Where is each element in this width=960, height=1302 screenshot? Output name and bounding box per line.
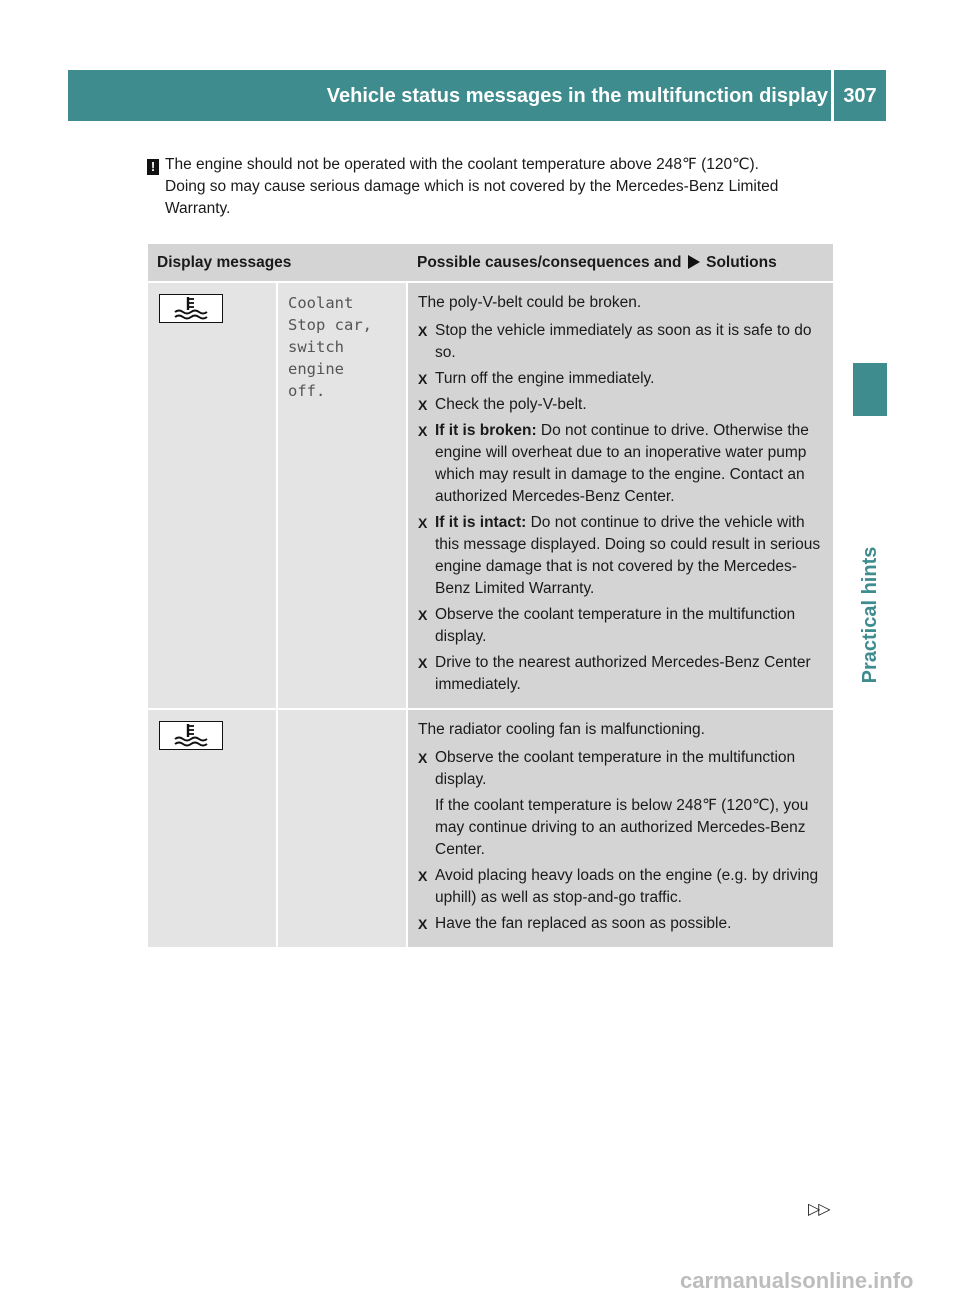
notice-line-1-text: The engine should not be operated with the coolant temperature above 248℉ (120℃).: [165, 156, 759, 173]
icon-cell: [148, 283, 278, 710]
notice-line: Doing so may cause serious damage which is not covered by the Mercedes-Benz Limited: [165, 178, 779, 195]
solution-step: [418, 652, 825, 696]
solution-note: If the coolant temperature is below 248℉ (120℃), you may continue driving to an authorized Mercedes-Benz Center.: [435, 797, 809, 858]
step-condition: If it is broken:: [435, 422, 537, 439]
step-condition: If it is intact:: [435, 514, 527, 531]
table-header-row: [148, 244, 833, 283]
display-messages-table: [148, 244, 833, 947]
warning-icon: !: [147, 159, 159, 175]
notice-line: Warranty.: [165, 200, 231, 217]
page-title: Vehicle status messages in the multifunction display: [326, 85, 828, 107]
step-text: Do not continue to drive. Otherwise the engine will overheat due to an inoperative water pump which may result in damage to the engine. Contact an authorized Mercedes-Benz Center.: [435, 422, 809, 505]
solution-step: [418, 604, 825, 648]
solutions-cell: [408, 283, 833, 710]
solution-step: [418, 747, 825, 791]
solution-step: [418, 394, 825, 416]
step-text: Have the fan replaced as soon as possible.: [435, 915, 732, 932]
icon-cell: [148, 710, 278, 947]
solution-step: [418, 420, 825, 508]
solution-step: [418, 512, 825, 600]
cause-text: The radiator cooling fan is malfunctioning.: [418, 721, 705, 738]
cause-text: The poly-V-belt could be broken.: [418, 294, 642, 311]
step-text: Check the poly-V-belt.: [435, 396, 587, 413]
coolant-temperature-icon: [159, 294, 223, 323]
solution-step: [418, 913, 825, 935]
header-display-messages: Display messages: [148, 244, 408, 283]
display-text-cell: [278, 710, 408, 947]
section-label: Practical hints: [859, 546, 881, 684]
step-text: Observe the coolant temperature in the multifunction display.: [435, 749, 796, 788]
header-solutions-text: Solutions: [706, 254, 777, 271]
section-tab-marker: [853, 363, 887, 416]
solution-step: [418, 320, 825, 364]
solution-step: [418, 368, 825, 390]
table-row: [148, 710, 833, 947]
header-causes-text: Possible causes/consequences and: [417, 254, 682, 271]
step-text: Turn off the engine immediately.: [435, 370, 655, 387]
display-text: Coolant Stop car, switch engine off.: [288, 294, 372, 400]
watermark: carmanualsonline.info: [680, 1268, 914, 1293]
step-text: Drive to the nearest authorized Mercedes-Benz Center immediately.: [435, 654, 811, 693]
notice-paragraph: [147, 154, 837, 220]
step-text: Do not continue to drive the vehicle with this message displayed. Doing so could result in serious engine damage that is not covered by the Mercedes-Benz Limited Warranty.: [435, 514, 821, 597]
page-number: 307: [843, 85, 877, 107]
continue-arrow-icon: ▷▷: [808, 1201, 829, 1218]
header-causes-solutions: [408, 244, 833, 283]
display-text-cell: [278, 283, 408, 710]
notice-line: [147, 154, 837, 176]
step-text: Stop the vehicle immediately as soon as it is safe to do so.: [435, 322, 812, 361]
solution-step: [418, 865, 825, 909]
coolant-temperature-icon: [159, 721, 223, 750]
table-row: [148, 283, 833, 710]
step-text: Avoid placing heavy loads on the engine (e.g. by driving uphill) as well as stop-and-go traffic.: [435, 867, 819, 906]
solutions-cell: [408, 710, 833, 947]
arrow-right-icon: [688, 255, 700, 269]
step-text: Observe the coolant temperature in the multifunction display.: [435, 606, 796, 645]
